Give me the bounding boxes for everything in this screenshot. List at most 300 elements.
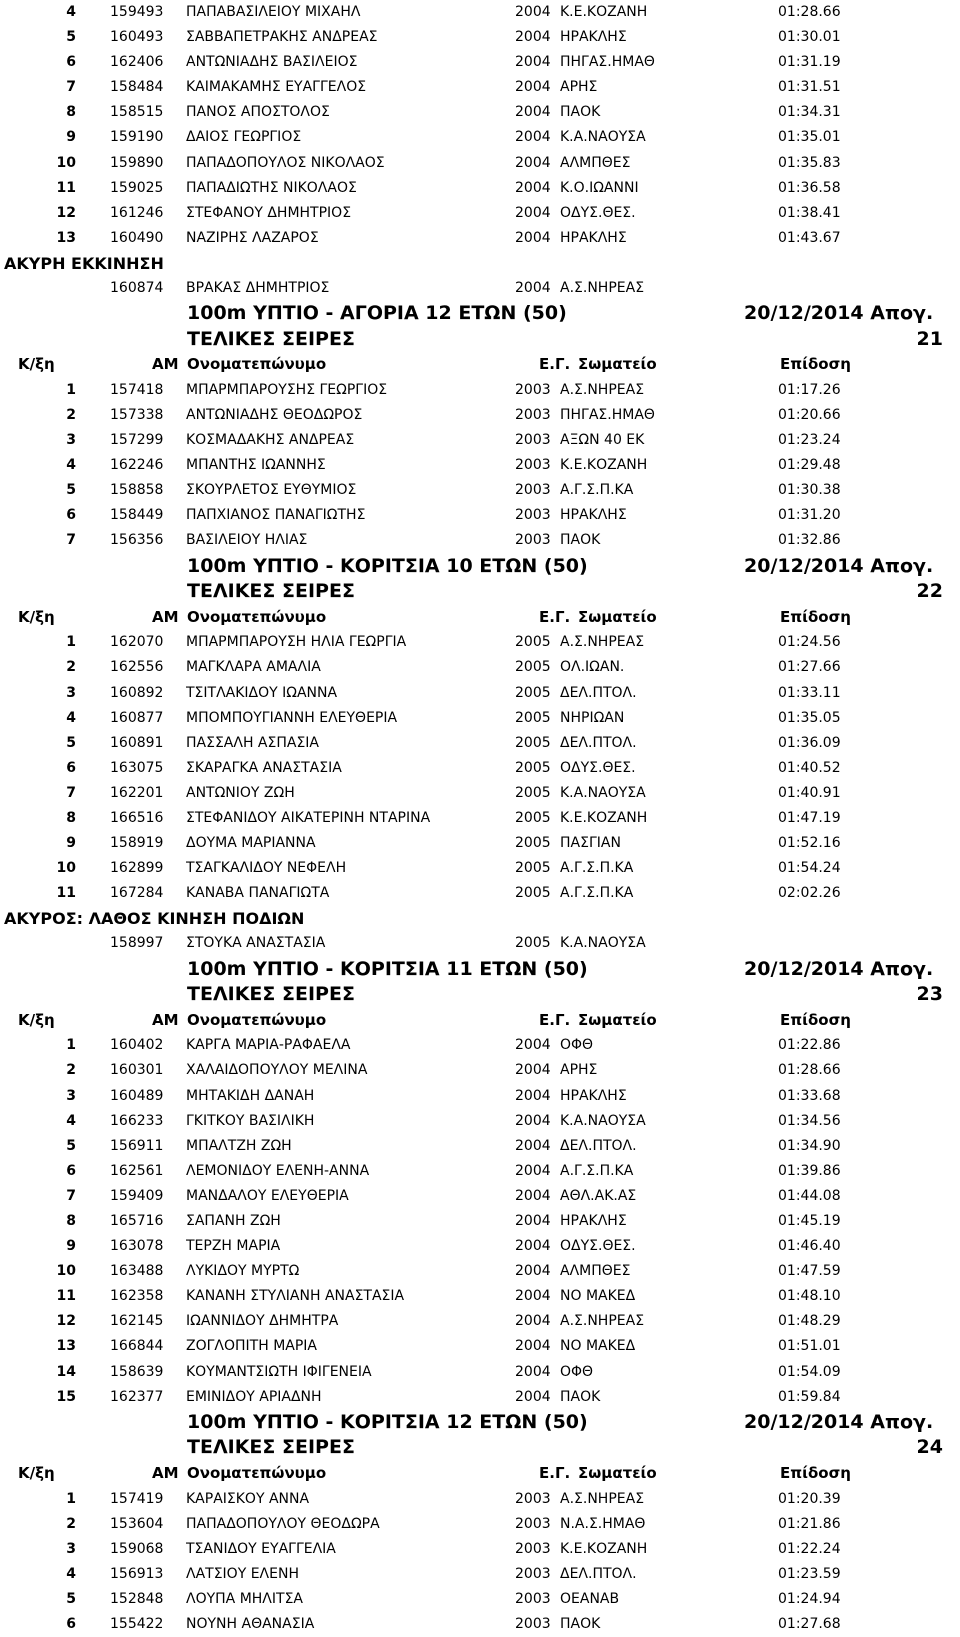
time-cell: 01:23.59 <box>778 1565 841 1582</box>
am-cell: 159890 <box>110 154 164 171</box>
club-cell: ΟΕΑΝΑΒ <box>560 1590 620 1607</box>
event-subtitle: ΤΕΛΙΚΕΣ ΣΕΙΡΕΣ <box>187 327 355 350</box>
time-cell: 01:20.66 <box>778 407 841 423</box>
am-cell: 162070 <box>110 634 164 651</box>
year-cell: 2003 <box>515 432 551 449</box>
event-title-line <box>0 554 960 580</box>
year-cell: 2004 <box>515 29 551 46</box>
year-cell: 2005 <box>515 810 551 826</box>
rank-cell: 4 <box>66 1565 76 1582</box>
rank-cell: 7 <box>66 79 76 96</box>
rank-cell: 6 <box>66 1616 76 1632</box>
event-number: 21 <box>916 327 943 350</box>
am-cell: 157338 <box>110 407 164 423</box>
header-time: Επίδοση <box>780 607 851 626</box>
result-row <box>0 831 960 856</box>
year-cell: 2005 <box>515 935 551 952</box>
am-cell: 165716 <box>110 1213 164 1229</box>
am-cell: 162561 <box>110 1162 164 1179</box>
name-cell: ΛΥΚΙΔΟΥ ΜΥΡΤΩ <box>186 1263 300 1280</box>
year-cell: 2004 <box>515 104 551 121</box>
year-cell: 2004 <box>515 1087 551 1104</box>
year-cell: 2005 <box>515 684 551 701</box>
year-cell: 2004 <box>515 229 551 246</box>
year-cell: 2005 <box>515 709 551 726</box>
am-cell: 158997 <box>110 935 164 952</box>
time-cell: 01:34.90 <box>778 1137 841 1154</box>
club-cell: ΑΡΗΣ <box>560 1062 598 1079</box>
result-row <box>0 1084 960 1109</box>
am-cell: 167284 <box>110 885 164 902</box>
event-title: 100m ΥΠΤΙΟ - ΑΓΟΡΙΑ 12 ΕΤΩΝ (50) <box>187 302 567 325</box>
result-row <box>0 706 960 731</box>
time-cell: 01:59.84 <box>778 1388 841 1405</box>
year-cell: 2004 <box>515 1112 551 1129</box>
am-cell: 156913 <box>110 1565 164 1582</box>
year-cell: 2004 <box>515 1187 551 1204</box>
club-cell: ΟΦΘ <box>560 1037 594 1054</box>
event-date: 20/12/2014 Απογ. <box>744 957 934 980</box>
header-rank: Κ/ξη <box>18 1463 55 1482</box>
time-cell: 01:22.86 <box>778 1037 841 1054</box>
rank-cell: 10 <box>56 860 76 877</box>
club-cell: Κ.Α.ΝΑΟΥΣΑ <box>560 935 646 952</box>
club-cell: Κ.Α.ΝΑΟΥΣΑ <box>560 129 646 146</box>
header-club: Σωματείο <box>578 1010 657 1029</box>
result-row <box>0 125 960 150</box>
rank-cell: 2 <box>66 659 76 676</box>
year-cell: 2003 <box>515 507 551 524</box>
rank-cell: 6 <box>66 1162 76 1179</box>
name-cell: ΣΚΟΥΡΛΕΤΟΣ ΕΥΘΥΜΙΟΣ <box>186 482 357 499</box>
name-cell: ΠΑΝΟΣ ΑΠΟΣΤΟΛΟΣ <box>186 104 330 121</box>
time-cell: 01:40.91 <box>778 784 841 801</box>
result-row <box>0 1537 960 1562</box>
club-cell: ΠΑΟΚ <box>560 1388 601 1405</box>
name-cell: ΠΑΠΧΙΑΝΟΣ ΠΑΝΑΓΙΩΤΗΣ <box>186 507 366 524</box>
name-cell: ΚΑΡΓΑ ΜΑΡΙΑ-ΡΑΦΑΕΛΑ <box>186 1037 351 1054</box>
am-cell: 163078 <box>110 1238 164 1255</box>
year-cell: 2005 <box>515 835 551 852</box>
year-cell: 2004 <box>515 1137 551 1154</box>
name-cell: ΜΑΝΔΑΛΟΥ ΕΛΕΥΘΕΡΙΑ <box>186 1187 349 1204</box>
rank-cell: 5 <box>66 1590 76 1607</box>
year-cell: 2003 <box>515 407 551 423</box>
year-cell: 2005 <box>515 659 551 676</box>
am-cell: 159025 <box>110 179 164 196</box>
year-cell: 2004 <box>515 1037 551 1054</box>
result-row <box>0 806 960 831</box>
time-cell: 01:30.01 <box>778 29 841 46</box>
am-cell: 156911 <box>110 1137 164 1154</box>
name-cell: ΜΠΑΝΤΗΣ ΙΩΑΝΝΗΣ <box>186 457 326 474</box>
time-cell: 01:47.59 <box>778 1263 841 1280</box>
time-cell: 01:45.19 <box>778 1213 841 1229</box>
result-row <box>0 1184 960 1209</box>
club-cell: Α.Σ.ΝΗΡΕΑΣ <box>560 1490 645 1507</box>
am-cell: 158515 <box>110 104 164 121</box>
result-row <box>0 1109 960 1134</box>
name-cell: ΠΑΠΑΔΙΩΤΗΣ ΝΙΚΟΛΑΟΣ <box>186 179 357 196</box>
am-cell: 159493 <box>110 4 164 20</box>
am-cell: 158484 <box>110 79 164 96</box>
name-cell: ΝΑΖΙΡΗΣ ΛΑΖΑΡΟΣ <box>186 229 319 246</box>
result-row <box>0 378 960 403</box>
name-cell: ΒΑΣΙΛΕΙΟΥ ΗΛΙΑΣ <box>186 532 308 549</box>
am-cell: 160874 <box>110 280 164 297</box>
name-cell: ΚΟΥΜΑΝΤΣΙΩΤΗ ΙΦΙΓΕΝΕΙΑ <box>186 1363 372 1380</box>
am-cell: 160489 <box>110 1087 164 1104</box>
table-header <box>0 1461 960 1487</box>
result-row <box>0 731 960 756</box>
event-number: 23 <box>916 983 943 1006</box>
year-cell: 2003 <box>515 1616 551 1632</box>
club-cell: ΟΔΥΣ.ΘΕΣ. <box>560 1238 636 1255</box>
time-cell: 01:51.01 <box>778 1338 841 1355</box>
result-row <box>0 403 960 428</box>
am-cell: 160490 <box>110 229 164 246</box>
year-cell: 2005 <box>515 634 551 651</box>
club-cell: ΠΗΓΑΣ.ΗΜΑΘ <box>560 54 655 71</box>
name-cell: ΣΑΒΒΑΠΕΤΡΑΚΗΣ ΑΝΔΡΕΑΣ <box>186 29 378 46</box>
result-row <box>0 1033 960 1058</box>
am-cell: 157418 <box>110 381 164 398</box>
am-cell: 162377 <box>110 1388 164 1405</box>
name-cell: ΤΣΙΤΛΑΚΙΔΟΥ ΙΩΑΝΝΑ <box>186 684 338 701</box>
time-cell: 01:27.68 <box>778 1616 841 1632</box>
am-cell: 166516 <box>110 810 164 826</box>
year-cell: 2003 <box>515 381 551 398</box>
time-cell: 01:47.19 <box>778 810 841 826</box>
rank-cell: 5 <box>66 29 76 46</box>
result-row <box>0 1159 960 1184</box>
header-time: Επίδοση <box>780 1010 851 1029</box>
event-title-line <box>0 957 960 983</box>
year-cell: 2003 <box>515 1490 551 1507</box>
year-cell: 2003 <box>515 457 551 474</box>
name-cell: ΠΑΠΑΔΟΠΟΥΛΟΥ ΘΕΟΔΩΡΑ <box>186 1515 380 1532</box>
header-name: Ονοματεπώνυμο <box>187 607 327 626</box>
am-cell: 152848 <box>110 1590 164 1607</box>
club-cell: Κ.Ο.ΙΩΑΝΝΙ <box>560 179 639 196</box>
club-cell: ΗΡΑΚΛΗΣ <box>560 507 627 524</box>
time-cell: 01:31.19 <box>778 54 841 71</box>
name-cell: ΚΑΝΑΒΑ ΠΑΝΑΓΙΩΤΑ <box>186 885 330 902</box>
club-cell: ΔΕΛ.ΠΤΟΛ. <box>560 1565 637 1582</box>
name-cell: ΖΟΓΛΟΠΙΤΗ ΜΑΡΙΑ <box>186 1338 317 1355</box>
event-number: 22 <box>916 580 943 603</box>
am-cell: 162145 <box>110 1313 164 1330</box>
name-cell: ΣΑΠΑΝΗ ΖΩΗ <box>186 1213 281 1229</box>
name-cell: ΙΩΑΝΝΙΔΟΥ ΔΗΜΗΤΡΑ <box>186 1313 339 1330</box>
rank-cell: 2 <box>66 1062 76 1079</box>
time-cell: 01:32.86 <box>778 532 841 549</box>
name-cell: ΛΕΜΟΝΙΔΟΥ ΕΛΕΝΗ-ΑΝΝΑ <box>186 1162 370 1179</box>
event-subtitle: ΤΕΛΙΚΕΣ ΣΕΙΡΕΣ <box>187 1436 355 1459</box>
year-cell: 2005 <box>515 734 551 751</box>
time-cell: 01:30.38 <box>778 482 841 499</box>
year-cell: 2003 <box>515 532 551 549</box>
header-rank: Κ/ξη <box>18 355 55 374</box>
rank-cell: 6 <box>66 507 76 524</box>
year-cell: 2003 <box>515 1565 551 1582</box>
time-cell: 01:31.20 <box>778 507 841 524</box>
year-cell: 2004 <box>515 280 551 297</box>
time-cell: 01:24.56 <box>778 634 841 651</box>
club-cell: ΑΛΜΠΘΕΣ <box>560 154 631 171</box>
result-row <box>0 528 960 553</box>
time-cell: 01:33.68 <box>778 1087 841 1104</box>
time-cell: 01:36.09 <box>778 734 841 751</box>
time-cell: 01:23.24 <box>778 432 841 449</box>
rank-cell: 8 <box>66 810 76 826</box>
year-cell: 2004 <box>515 1388 551 1405</box>
table-header <box>0 352 960 378</box>
am-cell: 157299 <box>110 432 164 449</box>
name-cell: ΚΑΝΑΝΗ ΣΤΥΛΙΑΝΗ ΑΝΑΣΤΑΣΙΑ <box>186 1288 405 1305</box>
time-cell: 01:36.58 <box>778 179 841 196</box>
year-cell: 2004 <box>515 1062 551 1079</box>
name-cell: ΑΝΤΩΝΙΟΥ ΖΩΗ <box>186 784 295 801</box>
name-cell: ΧΑΛΑΙΔΟΠΟΥΛΟΥ ΜΕΛΙΝΑ <box>186 1062 368 1079</box>
time-cell: 01:20.39 <box>778 1490 841 1507</box>
rank-cell: 3 <box>66 432 76 449</box>
year-cell: 2004 <box>515 1363 551 1380</box>
club-cell: ΗΡΑΚΛΗΣ <box>560 29 627 46</box>
rank-cell: 2 <box>66 407 76 423</box>
result-row <box>0 655 960 680</box>
year-cell: 2004 <box>515 179 551 196</box>
name-cell: ΓΚΙΤΚΟΥ ΒΑΣΙΛΙΚΗ <box>186 1112 315 1129</box>
rank-cell: 7 <box>66 532 76 549</box>
name-cell: ΒΡΑΚΑΣ ΔΗΜΗΤΡΙΟΣ <box>186 280 330 297</box>
rank-cell: 6 <box>66 759 76 776</box>
result-row <box>0 756 960 781</box>
am-cell: 161246 <box>110 204 164 221</box>
club-cell: Α.Γ.Σ.Π.ΚΑ <box>560 885 634 902</box>
name-cell: ΠΑΠΑΒΑΣΙΛΕΙΟΥ ΜΙΧΑΗΛ <box>186 4 361 20</box>
club-cell: ΟΦΘ <box>560 1363 594 1380</box>
time-cell: 01:40.52 <box>778 759 841 776</box>
header-am: ΑΜ <box>152 355 179 374</box>
club-cell: ΗΡΑΚΛΗΣ <box>560 229 627 246</box>
am-cell: 162201 <box>110 784 164 801</box>
event-date: 20/12/2014 Απογ. <box>744 302 934 325</box>
am-cell: 153604 <box>110 1515 164 1532</box>
name-cell: ΜΑΓΚΛΑΡΑ ΑΜΑΛΙΑ <box>186 659 321 676</box>
club-cell: ΠΑΟΚ <box>560 104 601 121</box>
result-row <box>0 881 960 906</box>
am-cell: 163075 <box>110 759 164 776</box>
am-cell: 155422 <box>110 1616 164 1632</box>
year-cell: 2004 <box>515 79 551 96</box>
rank-cell: 10 <box>56 154 76 171</box>
result-row <box>0 25 960 50</box>
name-cell: ΜΠΑΡΜΠΑΡΟΥΣΗ ΗΛΙΑ ΓΕΩΡΓΙΑ <box>186 634 407 651</box>
am-cell: 160493 <box>110 29 164 46</box>
year-cell: 2005 <box>515 860 551 877</box>
event-subtitle-line <box>0 1435 960 1461</box>
header-time: Επίδοση <box>780 355 851 374</box>
header-name: Ονοματεπώνυμο <box>187 1463 327 1482</box>
rank-cell: 13 <box>56 1338 76 1355</box>
rank-cell: 1 <box>66 634 76 651</box>
year-cell: 2004 <box>515 1338 551 1355</box>
name-cell: ΤΣΑΝΙΔΟΥ ΕΥΑΓΓΕΛΙΑ <box>186 1540 336 1557</box>
year-cell: 2004 <box>515 54 551 71</box>
time-cell: 01:22.24 <box>778 1540 841 1557</box>
am-cell: 162556 <box>110 659 164 676</box>
result-row <box>0 1309 960 1334</box>
event-subtitle: ΤΕΛΙΚΕΣ ΣΕΙΡΕΣ <box>187 580 355 603</box>
time-cell: 01:35.05 <box>778 709 841 726</box>
year-cell: 2004 <box>515 4 551 20</box>
club-cell: Α.Σ.ΝΗΡΕΑΣ <box>560 381 645 398</box>
name-cell: ΣΤΕΦΑΝΙΔΟΥ ΑΙΚΑΤΕΡΙΝΗ ΝΤΑΡΙΝΑ <box>186 810 431 826</box>
am-cell: 163488 <box>110 1263 164 1280</box>
club-cell: ΑΘΛ.ΑΚ.ΑΣ <box>560 1187 637 1204</box>
club-cell: ΑΞΩΝ 40 ΕΚ <box>560 432 645 449</box>
year-cell: 2004 <box>515 1238 551 1255</box>
event-section <box>0 957 960 1410</box>
am-cell: 158919 <box>110 835 164 852</box>
result-row <box>0 75 960 100</box>
am-cell: 162246 <box>110 457 164 474</box>
name-cell: ΜΗΤΑΚΙΔΗ ΔΑΝΑΗ <box>186 1087 315 1104</box>
club-cell: Α.Γ.Σ.Π.ΚΑ <box>560 1162 634 1179</box>
event-subtitle: ΤΕΛΙΚΕΣ ΣΕΙΡΕΣ <box>187 983 355 1006</box>
club-cell: ΗΡΑΚΛΗΣ <box>560 1087 627 1104</box>
result-row <box>0 1259 960 1284</box>
am-cell: 156356 <box>110 532 164 549</box>
rank-cell: 2 <box>66 1515 76 1532</box>
time-cell: 01:28.66 <box>778 4 841 20</box>
time-cell: 01:34.56 <box>778 1112 841 1129</box>
header-rank: Κ/ξη <box>18 607 55 626</box>
name-cell: ΤΣΑΓΚΑΛΙΔΟΥ ΝΕΦΕΛΗ <box>186 860 347 877</box>
result-row <box>0 1234 960 1259</box>
result-row <box>0 1058 960 1083</box>
time-cell: 01:54.09 <box>778 1363 841 1380</box>
rank-cell: 8 <box>66 1213 76 1229</box>
time-cell: 01:21.86 <box>778 1515 841 1532</box>
rank-cell: 1 <box>66 381 76 398</box>
year-cell: 2004 <box>515 204 551 221</box>
time-cell: 01:29.48 <box>778 457 841 474</box>
rank-cell: 14 <box>56 1363 76 1380</box>
rank-cell: 4 <box>66 457 76 474</box>
disqualification-note <box>0 906 960 931</box>
time-cell: 01:39.86 <box>778 1162 841 1179</box>
year-cell: 2003 <box>515 1515 551 1532</box>
time-cell: 01:34.31 <box>778 104 841 121</box>
am-cell: 157419 <box>110 1490 164 1507</box>
result-row <box>0 630 960 655</box>
rank-cell: 9 <box>66 1238 76 1255</box>
club-cell: ΑΛΜΠΘΕΣ <box>560 1263 631 1280</box>
name-cell: ΔΟΥΜΑ ΜΑΡΙΑΝΝΑ <box>186 835 316 852</box>
header-year: Ε.Γ. <box>539 607 571 626</box>
am-cell: 158449 <box>110 507 164 524</box>
event-section <box>0 1410 960 1637</box>
am-cell: 159068 <box>110 1540 164 1557</box>
disqualification-label: ΑΚΥΡΗ ΕΚΚΙΝΗΣΗ <box>4 253 164 273</box>
club-cell: ΔΕΛ.ΠΤΟΛ. <box>560 1137 637 1154</box>
club-cell: ΠΑΟΚ <box>560 1616 601 1632</box>
event-number: 24 <box>916 1436 943 1459</box>
event-subtitle-line <box>0 579 960 605</box>
result-row <box>0 1487 960 1512</box>
club-cell: ΟΔΥΣ.ΘΕΣ. <box>560 759 636 776</box>
result-row <box>0 681 960 706</box>
result-row <box>0 1334 960 1359</box>
club-cell: Κ.Ε.ΚΟΖΑΝΗ <box>560 810 648 826</box>
result-row <box>0 226 960 251</box>
time-cell: 01:43.67 <box>778 229 841 246</box>
header-club: Σωματείο <box>578 1463 657 1482</box>
year-cell: 2003 <box>515 1590 551 1607</box>
club-cell: ΠΑΟΚ <box>560 532 601 549</box>
header-am: ΑΜ <box>152 1010 179 1029</box>
rank-cell: 3 <box>66 684 76 701</box>
club-cell: ΗΡΑΚΛΗΣ <box>560 1213 627 1229</box>
rank-cell: 9 <box>66 835 76 852</box>
header-rank: Κ/ξη <box>18 1010 55 1029</box>
time-cell: 01:46.40 <box>778 1238 841 1255</box>
result-row <box>0 276 960 301</box>
time-cell: 01:31.51 <box>778 79 841 96</box>
name-cell: ΝΟΥΝΗ ΑΘΑΝΑΣΙΑ <box>186 1616 315 1632</box>
club-cell: Κ.Ε.ΚΟΖΑΝΗ <box>560 4 648 20</box>
club-cell: ΔΕΛ.ΠΤΟΛ. <box>560 684 637 701</box>
name-cell: ΔΑΙΟΣ ΓΕΩΡΓΙΟΣ <box>186 129 302 146</box>
results-continuation <box>0 0 960 301</box>
name-cell: ΕΜΙΝΙΔΟΥ ΑΡΙΑΔΝΗ <box>186 1388 322 1405</box>
header-year: Ε.Γ. <box>539 1463 571 1482</box>
result-row <box>0 453 960 478</box>
time-cell: 01:35.83 <box>778 154 841 171</box>
result-row <box>0 176 960 201</box>
year-cell: 2003 <box>515 482 551 499</box>
year-cell: 2004 <box>515 1263 551 1280</box>
year-cell: 2004 <box>515 1162 551 1179</box>
event-section <box>0 554 960 957</box>
am-cell: 158639 <box>110 1363 164 1380</box>
result-row <box>0 856 960 881</box>
result-row <box>0 1587 960 1612</box>
header-club: Σωματείο <box>578 355 657 374</box>
name-cell: ΚΟΣΜΑΔΑΚΗΣ ΑΝΔΡΕΑΣ <box>186 432 355 449</box>
time-cell: 01:48.10 <box>778 1288 841 1305</box>
header-name: Ονοματεπώνυμο <box>187 1010 327 1029</box>
name-cell: ΤΕΡΖΗ ΜΑΡΙΑ <box>186 1238 281 1255</box>
am-cell: 160891 <box>110 734 164 751</box>
disqualification-note <box>0 251 960 276</box>
result-row <box>0 151 960 176</box>
year-cell: 2004 <box>515 1213 551 1229</box>
name-cell: ΚΑΙΜΑΚΑΜΗΣ ΕΥΑΓΓΕΛΟΣ <box>186 79 367 96</box>
result-row <box>0 428 960 453</box>
table-header <box>0 1008 960 1034</box>
name-cell: ΑΝΤΩΝΙΑΔΗΣ ΘΕΟΔΩΡΟΣ <box>186 407 363 423</box>
club-cell: Κ.Α.ΝΑΟΥΣΑ <box>560 784 646 801</box>
club-cell: Α.Σ.ΝΗΡΕΑΣ <box>560 280 645 297</box>
time-cell: 01:33.11 <box>778 684 841 701</box>
club-cell: Α.Γ.Σ.Π.ΚΑ <box>560 860 634 877</box>
rank-cell: 10 <box>56 1263 76 1280</box>
header-name: Ονοματεπώνυμο <box>187 355 327 374</box>
year-cell: 2004 <box>515 129 551 146</box>
